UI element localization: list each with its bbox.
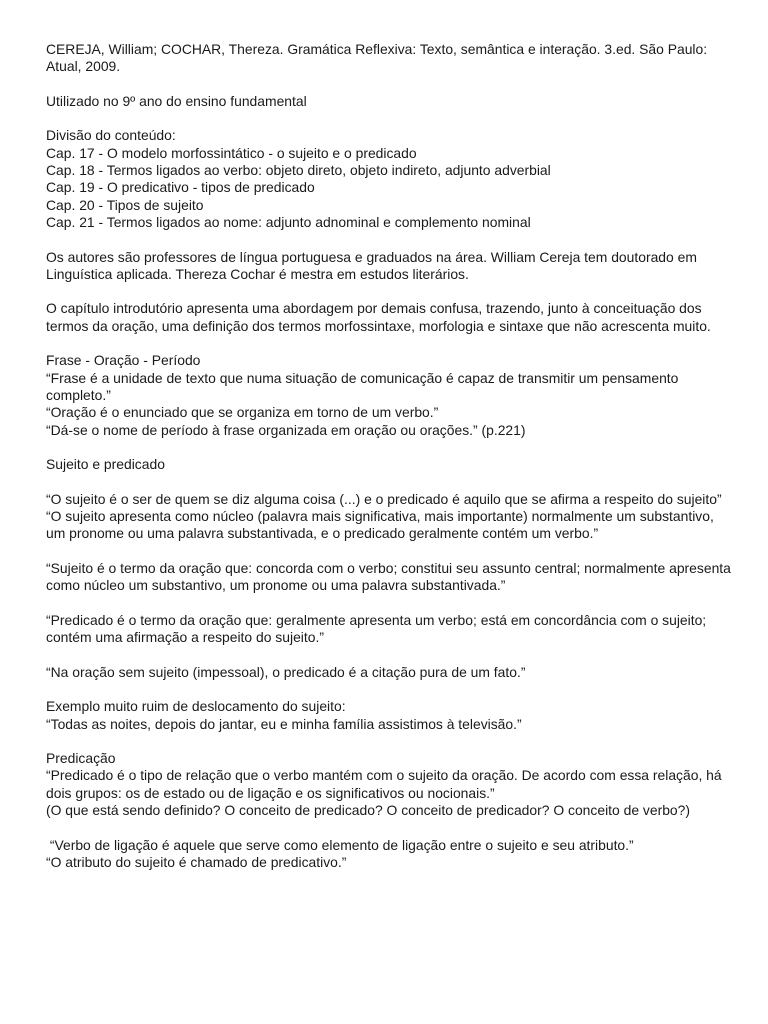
- sujeito-definition: “Sujeito é o termo da oração que: concorda com o verbo; constitui seu assunto central; normalmente apresenta como núcleo um substantivo, um pronome ou uma palavra substantivada.”: [46, 559, 735, 594]
- usage-note: Utilizado no 9º ano do ensino fundamental: [46, 92, 307, 109]
- paragraph-gap: [46, 681, 736, 698]
- paragraph-gap: [46, 646, 736, 663]
- paragraph-gap: [46, 473, 736, 490]
- sujeito-quote: “O sujeito é o ser de quem se diz alguma coisa (...) e o predicado é aquilo que se afirma a respeito do sujeito”: [46, 490, 722, 507]
- sujeito-heading: Sujeito e predicado: [46, 456, 165, 473]
- paragraph-gap: [46, 733, 736, 750]
- paragraph-gap: [46, 231, 736, 248]
- impessoal-quote: “Na oração sem sujeito (impessoal), o predicado é a citação pura de um fato.”: [46, 663, 526, 680]
- paragraph-gap: [46, 335, 736, 352]
- paragraph-gap: [46, 439, 736, 456]
- paragraph-gap: [46, 543, 736, 560]
- frase-quote: “Oração é o enunciado que se organiza em torno de um verbo.”: [46, 404, 439, 421]
- frase-quote: “Frase é a unidade de texto que numa situação de comunicação é capaz de transmitir um pensamento completo.”: [46, 369, 683, 403]
- authors-paragraph: Os autores são professores de língua portuguesa e graduados na área. William Cereja tem doutorado em Linguística aplicada. Thereza Cochar é mestra em estudos literários.: [46, 248, 701, 282]
- predicado-definition: “Predicado é o termo da oração que: geralmente apresenta um verbo; está em concordância com o sujeito; contém uma afirmação a respeito do sujeito.”: [46, 611, 711, 646]
- predicacao-heading: Predicação: [46, 750, 116, 767]
- bibliographic-reference: CEREJA, William; COCHAR, Thereza. Gramática Reflexiva: Texto, semântica e interação. 3.ed. São Paulo: Atual, 2009.: [46, 41, 711, 75]
- paragraph-gap: [46, 283, 736, 300]
- exemplo-heading: Exemplo muito ruim de deslocamento do sujeito:: [46, 698, 346, 715]
- chapter-item: Cap. 20 - Tipos de sujeito: [46, 196, 204, 213]
- chapter-item: Cap. 17 - O modelo morfossintático - o sujeito e o predicado: [46, 144, 417, 161]
- chapter-item: Cap. 18 - Termos ligados ao verbo: objeto direto, objeto indireto, adjunto adverbial: [46, 162, 551, 179]
- paragraph-gap: [46, 110, 736, 127]
- exemplo-quote: “Todas as noites, depois do jantar, eu e minha família assistimos à televisão.”: [46, 715, 522, 732]
- frase-heading: Frase - Oração - Período: [46, 352, 201, 369]
- paragraph-gap: [46, 595, 736, 612]
- ligacao-quote: “Verbo de ligação é aquele que serve como elemento de ligação entre o sujeito e seu atributo.”: [46, 836, 634, 853]
- sujeito-quote: “O sujeito apresenta como núcleo (palavra mais significativa, mais importante) normalmente um substantivo, um pronome ou uma palavra substantivada, e o predicado geralmente contém um verbo.”: [46, 508, 718, 542]
- chapter-item: Cap. 19 - O predicativo - tipos de predicado: [46, 179, 315, 196]
- frase-quote: “Dá-se o nome de período à frase organizada em oração ou orações.” (p.221): [46, 421, 526, 438]
- division-title: Divisão do conteúdo:: [46, 127, 176, 144]
- predicacao-comment: (O que está sendo definido? O conceito de predicado? O conceito de predicador? O conceito de verbo?): [46, 802, 691, 819]
- document-page: [46, 41, 736, 871]
- ligacao-quote: “O atributo do sujeito é chamado de predicativo.”: [46, 853, 347, 870]
- paragraph-gap: [46, 819, 736, 836]
- paragraph-gap: [46, 76, 736, 93]
- predicacao-quote: “Predicado é o tipo de relação que o verbo mantém com o sujeito da oração. De acordo com essa relação, há dois grupos: os de estado ou de ligação e os significativos ou nocionais.”: [46, 767, 726, 801]
- chapter-item: Cap. 21 - Termos ligados ao nome: adjunto adnominal e complemento nominal: [46, 213, 531, 230]
- intro-chapter-paragraph: O capítulo introdutório apresenta uma abordagem por demais confusa, trazendo, junto à conceituação dos termos da oração, uma definição dos termos morfossintaxe, morfologia e sintaxe que não acrescenta muito.: [46, 300, 711, 334]
